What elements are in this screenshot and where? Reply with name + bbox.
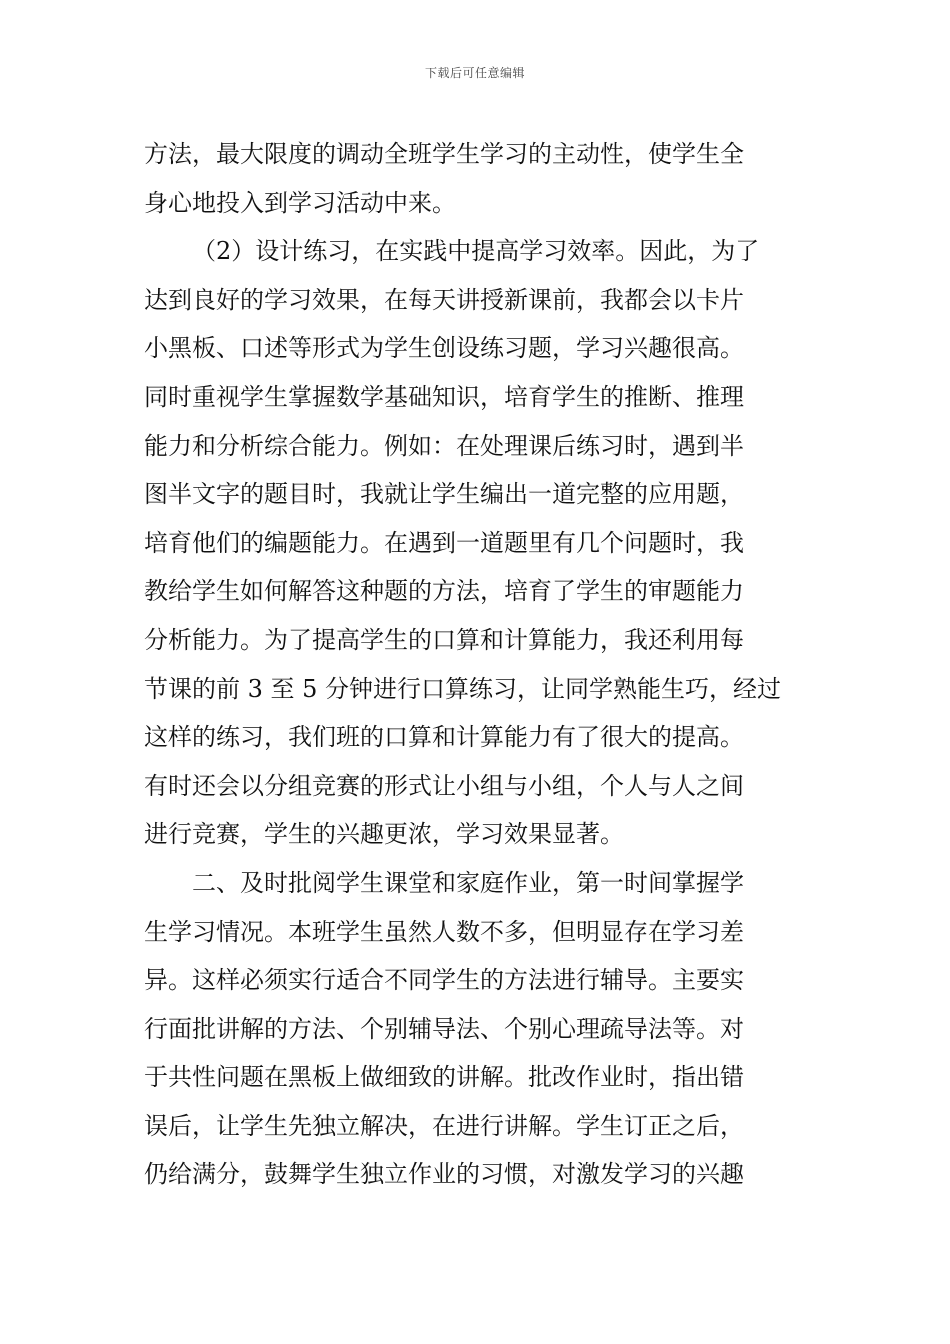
text-line: 图半文字的题目时，我就让学生编出一道完整的应用题， bbox=[144, 480, 744, 509]
text-line: 同时重视学生掌握数学基础知识，培育学生的推断、推理 bbox=[144, 382, 744, 411]
text-line: 能力和分析综合能力。例如：在处理课后练习时，遇到半 bbox=[144, 431, 744, 460]
text-line: 异。这样必须实行适合不同学生的方法进行辅导。主要实 bbox=[144, 966, 744, 995]
text-line: 培育他们的编题能力。在遇到一道题里有几个问题时，我 bbox=[144, 528, 744, 557]
text-line: 误后，让学生先独立解决，在进行讲解。学生订正之后， bbox=[144, 1111, 744, 1140]
text-line: 达到良好的学习效果，在每天讲授新课前，我都会以卡片 bbox=[144, 285, 744, 314]
text-line: 分析能力。为了提高学生的口算和计算能力，我还利用每 bbox=[144, 625, 744, 654]
text-line: 于共性问题在黑板上做细致的讲解。批改作业时，指出错 bbox=[144, 1063, 744, 1092]
text-line: 教给学生如何解答这种题的方法，培育了学生的审题能力 bbox=[144, 577, 744, 606]
text-line: 节课的前 3 至 5 分钟进行口算练习，让同学熟能生巧，经过 bbox=[144, 674, 782, 703]
text-line: 进行竞赛，学生的兴趣更浓，学习效果显著。 bbox=[144, 820, 624, 849]
body-text bbox=[144, 130, 814, 1199]
text-line: 生学习情况。本班学生虽然人数不多，但明显存在学习差 bbox=[144, 917, 744, 946]
text-line: 二、及时批阅学生课堂和家庭作业，第一时间掌握学 bbox=[192, 868, 744, 897]
text-line: 仍给满分，鼓舞学生独立作业的习惯，对激发学习的兴趣 bbox=[144, 1160, 744, 1189]
text-line: 行面批讲解的方法、个别辅导法、个别心理疏导法等。对 bbox=[144, 1014, 744, 1043]
page-header: 下载后可任意编辑 bbox=[424, 66, 525, 80]
text-line: 身心地投入到学习活动中来。 bbox=[144, 188, 456, 217]
text-line: 这样的练习，我们班的口算和计算能力有了很大的提高。 bbox=[144, 723, 744, 752]
text-line: 小黑板、口述等形式为学生创设练习题，学习兴趣很高。 bbox=[144, 334, 744, 363]
text-line: 方法，最大限度的调动全班学生学习的主动性，使学生全 bbox=[144, 140, 744, 168]
text-line: 有时还会以分组竞赛的形式让小组与小组，个人与人之间 bbox=[144, 771, 744, 800]
text-line: （2）设计练习，在实践中提高学习效率。因此，为了 bbox=[192, 237, 760, 266]
